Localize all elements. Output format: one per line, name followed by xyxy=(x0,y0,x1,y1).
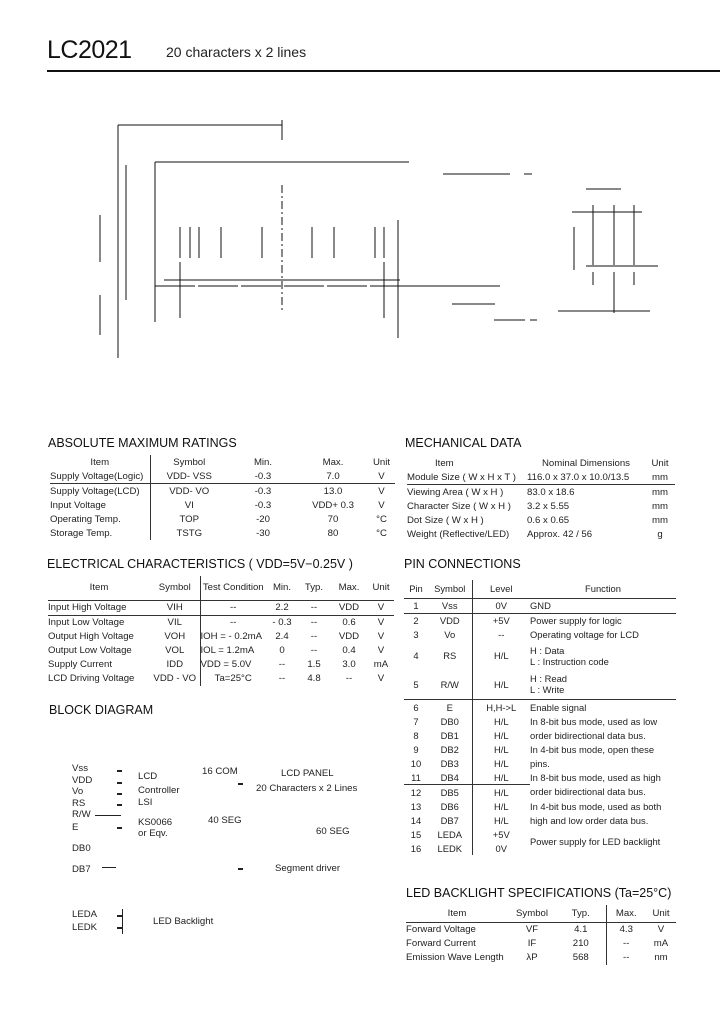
table-header xyxy=(50,455,395,469)
table-row xyxy=(50,512,395,526)
input-e: E xyxy=(72,822,79,833)
pin-level: H/L xyxy=(472,670,530,700)
pin-symbol: E xyxy=(446,701,453,713)
cell: V xyxy=(377,673,385,684)
pin-level: H/L xyxy=(472,728,530,742)
input-db0: DB0 xyxy=(72,843,91,854)
pin-level: H/L xyxy=(472,642,530,670)
pin-number: 8 xyxy=(413,729,419,741)
cell: 70 xyxy=(327,513,339,525)
cell: -0.3 xyxy=(228,469,298,484)
col-min: Min. xyxy=(253,456,273,468)
pin-function: In 4-bit bus mode, used as both xyxy=(530,800,662,812)
cell: Dot Size ( W x H ) xyxy=(407,514,484,526)
pin-function: Enable signal xyxy=(530,701,587,713)
table-row xyxy=(404,628,676,642)
cell: -- xyxy=(345,673,353,684)
seg60-label: 60 SEG xyxy=(316,826,350,837)
col-unit: Unit xyxy=(646,905,676,922)
col-item: Item xyxy=(406,905,508,922)
table-row xyxy=(48,615,394,630)
cell: -- xyxy=(310,645,318,656)
pin-symbol: DB0 xyxy=(440,715,459,727)
cell: VDD- VO xyxy=(150,484,228,499)
cell: VIL xyxy=(167,617,182,628)
table-row xyxy=(404,742,676,756)
pin-symbol: Vss xyxy=(428,598,472,613)
cell: 3.0 xyxy=(342,659,356,670)
cell: VOL xyxy=(165,645,185,656)
led-spec-table xyxy=(406,905,676,965)
pin-function: Power supply for LED backlight xyxy=(530,835,661,847)
cell: Supply Voltage(Logic) xyxy=(50,469,150,484)
cell: VDD xyxy=(330,600,368,615)
cell: VF xyxy=(525,924,539,935)
pin-number: 1 xyxy=(404,598,428,613)
cell: Weight (Reflective/LED) xyxy=(407,528,510,540)
col-max: Max. xyxy=(606,905,646,922)
mechanical-drawing xyxy=(40,105,720,385)
cell: VDD xyxy=(338,631,360,642)
cell: mm xyxy=(652,514,668,526)
pin-symbol: DB5 xyxy=(440,786,459,798)
cell: Forward Current xyxy=(406,938,476,949)
pin-function: pins. xyxy=(530,757,550,769)
table-row xyxy=(404,714,676,728)
cell: -0.3 xyxy=(254,485,272,497)
mechanical-title: MECHANICAL DATA xyxy=(405,436,522,450)
table-row xyxy=(404,700,676,715)
col-max: Max. xyxy=(338,582,360,594)
cell: g xyxy=(657,528,663,540)
pin-symbol: DB4 xyxy=(428,770,472,785)
cell: VI xyxy=(150,498,228,512)
col-typ: Typ. xyxy=(556,905,606,922)
cell: nm xyxy=(654,952,668,963)
cell: V xyxy=(377,617,385,628)
cell: °C xyxy=(376,527,387,539)
model-description: 20 characters x 2 lines xyxy=(166,44,307,60)
controller-chip: KS0066 xyxy=(138,817,173,828)
cell: 210 xyxy=(572,938,589,949)
pin-symbol: Vo xyxy=(444,629,456,640)
cell: VOH xyxy=(164,631,186,642)
segment-driver-label: Segment driver xyxy=(275,863,341,874)
cell: Output High Voltage xyxy=(48,631,134,642)
cell: Forward Voltage xyxy=(406,924,476,935)
cell: mm xyxy=(652,486,668,498)
pin-number: 9 xyxy=(413,743,419,755)
pin-level: H/L xyxy=(472,785,530,800)
cell: 0.4 xyxy=(342,645,356,656)
cell: mm xyxy=(645,470,675,485)
cell: V xyxy=(368,600,394,615)
pin-symbol: LEDK xyxy=(437,842,462,854)
cell: Supply Current xyxy=(48,659,112,670)
table-row xyxy=(48,630,394,644)
pin-level: +5V xyxy=(472,613,530,628)
table-header xyxy=(407,456,675,470)
electrical-table xyxy=(48,576,394,686)
pin-symbol: R/W xyxy=(428,670,472,700)
input-tick xyxy=(117,804,122,806)
cell: 0 xyxy=(279,645,285,656)
pin-level: H/L xyxy=(472,714,530,728)
table-header xyxy=(404,580,676,598)
pin-level: H/L xyxy=(472,813,530,827)
led-spec-title: LED BACKLIGHT SPECIFICATIONS (Ta=25°C) xyxy=(406,886,672,900)
block-diagram-title: BLOCK DIAGRAM xyxy=(49,703,154,717)
pin-function: Operating voltage for LCD xyxy=(530,629,639,640)
col-dimensions: Nominal Dimensions xyxy=(542,457,630,469)
input-tick xyxy=(117,770,122,772)
col-max: Max. xyxy=(322,456,344,468)
pin-symbol: DB2 xyxy=(440,743,459,755)
pin-number: 6 xyxy=(413,701,419,713)
col-unit: Unit xyxy=(651,457,669,469)
table-row xyxy=(48,600,394,615)
seg-tick xyxy=(238,868,243,870)
mechanical-table xyxy=(407,456,675,541)
col-min: Min. xyxy=(272,582,292,594)
pin-function: In 4-bit bus mode, open these xyxy=(530,743,655,755)
pin-function xyxy=(530,642,676,670)
pin-function: Power supply for logic xyxy=(530,615,622,626)
pin-level: H/L xyxy=(472,742,530,756)
col-symbol: Symbol xyxy=(508,905,556,922)
cell: Input High Voltage xyxy=(48,600,150,615)
pin-number: 3 xyxy=(413,629,419,640)
function-line: H : Data xyxy=(530,644,565,656)
table-header xyxy=(406,905,676,922)
table-row xyxy=(407,485,675,500)
input-vss: Vss xyxy=(72,763,88,774)
cell: TOP xyxy=(150,512,228,526)
table-row xyxy=(406,937,676,951)
input-leda: LEDA xyxy=(72,909,98,920)
pin-symbol: VDD xyxy=(439,615,460,626)
table-row xyxy=(406,922,676,937)
pin-level: -- xyxy=(472,628,530,642)
pin-number: 7 xyxy=(413,715,419,727)
pin-number: 4 xyxy=(413,650,419,661)
cell: LCD Driving Voltage xyxy=(48,673,135,684)
cell: V xyxy=(377,631,385,642)
pin-level: 0V xyxy=(472,598,530,613)
col-item: Item xyxy=(435,457,454,469)
cell: -- xyxy=(278,673,286,684)
pin-number: 12 xyxy=(410,786,422,798)
input-rs: RS xyxy=(72,798,86,809)
cell: -- xyxy=(298,600,330,615)
input-db7: DB7 xyxy=(72,864,91,875)
table-row xyxy=(48,658,394,672)
col-item: Item xyxy=(90,456,110,468)
header-divider xyxy=(47,70,720,72)
cell: -- xyxy=(200,615,266,630)
pin-symbol: DB6 xyxy=(440,800,459,812)
cell: Output Low Voltage xyxy=(48,645,132,656)
pins-table xyxy=(404,580,676,855)
pin-number: 16 xyxy=(410,842,422,854)
pin-function: high and low order data bus. xyxy=(530,814,649,826)
db7-line xyxy=(102,867,116,868)
col-unit: Unit xyxy=(372,456,391,468)
table-row xyxy=(406,951,676,965)
cell: VDD = 5.0V xyxy=(200,658,266,672)
table-row xyxy=(404,613,676,628)
col-level: Level xyxy=(472,580,530,598)
col-symbol: Symbol xyxy=(158,582,191,594)
table-row xyxy=(50,484,395,499)
pin-function: order bidirectional data bus. xyxy=(530,729,646,741)
cell: λP xyxy=(526,952,538,963)
pin-symbol: DB1 xyxy=(440,729,459,741)
table-row xyxy=(404,670,676,700)
table-row xyxy=(50,498,395,512)
cell: IDD xyxy=(166,659,184,670)
table-row xyxy=(50,526,395,540)
pin-symbol: RS xyxy=(443,650,457,661)
table-row xyxy=(404,728,676,742)
controller-line-1: LCD xyxy=(138,771,158,782)
cell: 1.5 xyxy=(307,659,321,670)
cell: IOH = - 0.2mA xyxy=(200,630,266,644)
cell: -20 xyxy=(256,513,270,525)
pin-function: order bidirectional data bus. xyxy=(530,786,646,798)
cell: V xyxy=(377,645,385,656)
table-row xyxy=(404,642,676,670)
cell: Input Voltage xyxy=(50,499,107,511)
table-row xyxy=(407,470,675,485)
cell: 116.0 x 37.0 x 10.0/13.5 xyxy=(527,470,645,485)
cell: -- xyxy=(200,600,266,615)
input-tick xyxy=(117,782,122,784)
col-test-condition: Test Condition xyxy=(200,576,266,600)
cell: Character Size ( W x H ) xyxy=(407,500,511,512)
abs-max-title: ABSOLUTE MAXIMUM RATINGS xyxy=(48,436,237,450)
cell: VDD - VO xyxy=(153,673,197,684)
cell: 4.8 xyxy=(307,673,321,684)
cell: VDD+ 0.3 xyxy=(312,499,354,511)
pin-number: 14 xyxy=(410,814,422,826)
pin-number: 10 xyxy=(410,757,422,769)
col-item: Item xyxy=(89,582,109,594)
cell: Supply Voltage(LCD) xyxy=(50,485,140,497)
cell: 0.6 xyxy=(342,617,356,628)
col-pin: Pin xyxy=(404,580,428,598)
input-rw: R/W xyxy=(72,809,91,820)
controller-chip-eqv: or Eqv. xyxy=(138,828,168,839)
cell: Viewing Area ( W x H ) xyxy=(407,486,504,498)
table-row xyxy=(404,770,676,785)
cell: V xyxy=(378,485,385,497)
cell: 7.0 xyxy=(298,469,368,484)
led-backlight-label: LED Backlight xyxy=(153,916,214,927)
table-row xyxy=(404,756,676,770)
col-typ: Typ. xyxy=(304,582,324,594)
led-bar xyxy=(122,909,123,934)
pin-symbol: DB7 xyxy=(440,814,459,826)
cell: -- xyxy=(310,631,318,642)
pin-number: 5 xyxy=(404,670,428,700)
com-label: 16 COM xyxy=(202,766,238,777)
model-title: LC2021 xyxy=(47,36,132,64)
seg40-label: 40 SEG xyxy=(208,815,242,826)
table-row xyxy=(404,827,676,841)
panel-subtitle: 20 Characters x 2 Lines xyxy=(256,783,358,794)
cell: TSTG xyxy=(150,526,228,540)
cell: 3.2 x 5.55 xyxy=(527,500,570,512)
panel-title: LCD PANEL xyxy=(281,768,334,779)
electrical-title: ELECTRICAL CHARACTERISTICS ( VDD=5V−0.25V ) xyxy=(47,557,353,571)
cell: 4.1 xyxy=(574,924,588,935)
pin-symbol: DB3 xyxy=(440,757,459,769)
cell: V xyxy=(368,469,395,484)
cell: 80 xyxy=(327,527,339,539)
cell: VDD- VSS xyxy=(150,469,228,484)
pin-number: 11 xyxy=(404,770,428,785)
cell: Storage Temp. xyxy=(50,527,113,539)
pin-level: +5V xyxy=(472,827,530,841)
input-vdd: VDD xyxy=(72,775,93,786)
pin-number: 13 xyxy=(410,800,422,812)
cell: 4.3 xyxy=(606,922,646,937)
abs-max-table xyxy=(50,455,395,540)
function-line: L : Instruction code xyxy=(530,655,609,667)
table-row xyxy=(404,785,676,800)
pin-function: GND xyxy=(530,598,676,613)
cell: 568 xyxy=(572,952,589,963)
pin-level: H/L xyxy=(472,799,530,813)
cell: - 0.3 xyxy=(272,617,292,628)
table-row xyxy=(404,813,676,827)
cell: V xyxy=(378,499,385,511)
pin-symbol: LEDA xyxy=(437,828,462,840)
pin-level: 0V xyxy=(472,841,530,855)
cell: -- xyxy=(606,951,646,965)
cell: V xyxy=(657,924,665,935)
pin-level: H/L xyxy=(472,770,530,785)
table-row xyxy=(48,672,394,686)
cell: 13.0 xyxy=(323,485,343,497)
table-row xyxy=(404,799,676,813)
table-row xyxy=(407,513,675,527)
cell: Operating Temp. xyxy=(50,513,121,525)
controller-line-2: Controller xyxy=(138,785,180,796)
input-tick xyxy=(117,793,122,795)
controller-line-3: LSI xyxy=(138,797,153,808)
cell: -- xyxy=(310,617,318,628)
pins-title: PIN CONNECTIONS xyxy=(404,557,521,571)
cell: °C xyxy=(376,513,387,525)
table-row xyxy=(404,598,676,613)
pin-level: H/L xyxy=(472,756,530,770)
table-row xyxy=(48,644,394,658)
table-row xyxy=(407,499,675,513)
col-unit: Unit xyxy=(372,582,390,594)
cell: IOL = 1.2mA xyxy=(200,644,266,658)
cell: -0.3 xyxy=(254,499,272,511)
pin-number: 15 xyxy=(410,828,422,840)
cell: Emission Wave Length xyxy=(406,952,504,963)
pin-function: In 8-bit bus mode, used as low xyxy=(530,715,658,727)
cell: 83.0 x 18.6 xyxy=(527,486,575,498)
com-tick xyxy=(238,783,243,785)
table-row xyxy=(50,469,395,484)
cell: 2.4 xyxy=(275,631,289,642)
pin-number: 2 xyxy=(413,615,419,626)
pin-level: H,H->L xyxy=(472,700,530,715)
cell: -30 xyxy=(256,527,270,539)
rw-line xyxy=(95,815,121,816)
cell: mA xyxy=(653,938,669,949)
cell: mm xyxy=(652,500,668,512)
cell: mA xyxy=(373,659,389,670)
cell: Module Size ( W x H x T ) xyxy=(407,470,527,485)
col-symbol: Symbol xyxy=(428,580,472,598)
col-symbol: Symbol xyxy=(150,455,228,469)
table-row xyxy=(407,527,675,541)
pin-function xyxy=(530,670,676,700)
cell: -- xyxy=(606,937,646,951)
cell: 0.6 x 0.65 xyxy=(527,514,570,526)
cell: 2.2 xyxy=(266,600,298,615)
cell: IF xyxy=(527,938,537,949)
pin-function: In 8-bit bus mode, used as high xyxy=(530,771,661,783)
function-line: H : Read xyxy=(530,673,567,685)
input-vo: Vo xyxy=(72,786,84,797)
cell: Approx. 42 / 56 xyxy=(527,528,593,540)
cell: VIH xyxy=(150,600,200,615)
cell: Ta=25°C xyxy=(200,672,266,686)
function-line: L : Write xyxy=(530,684,565,696)
cell: Input Low Voltage xyxy=(48,617,125,628)
col-function: Function xyxy=(530,580,676,598)
input-ledk: LEDK xyxy=(72,922,98,933)
table-header xyxy=(48,576,394,600)
input-tick xyxy=(117,827,122,829)
cell: -- xyxy=(278,659,286,670)
